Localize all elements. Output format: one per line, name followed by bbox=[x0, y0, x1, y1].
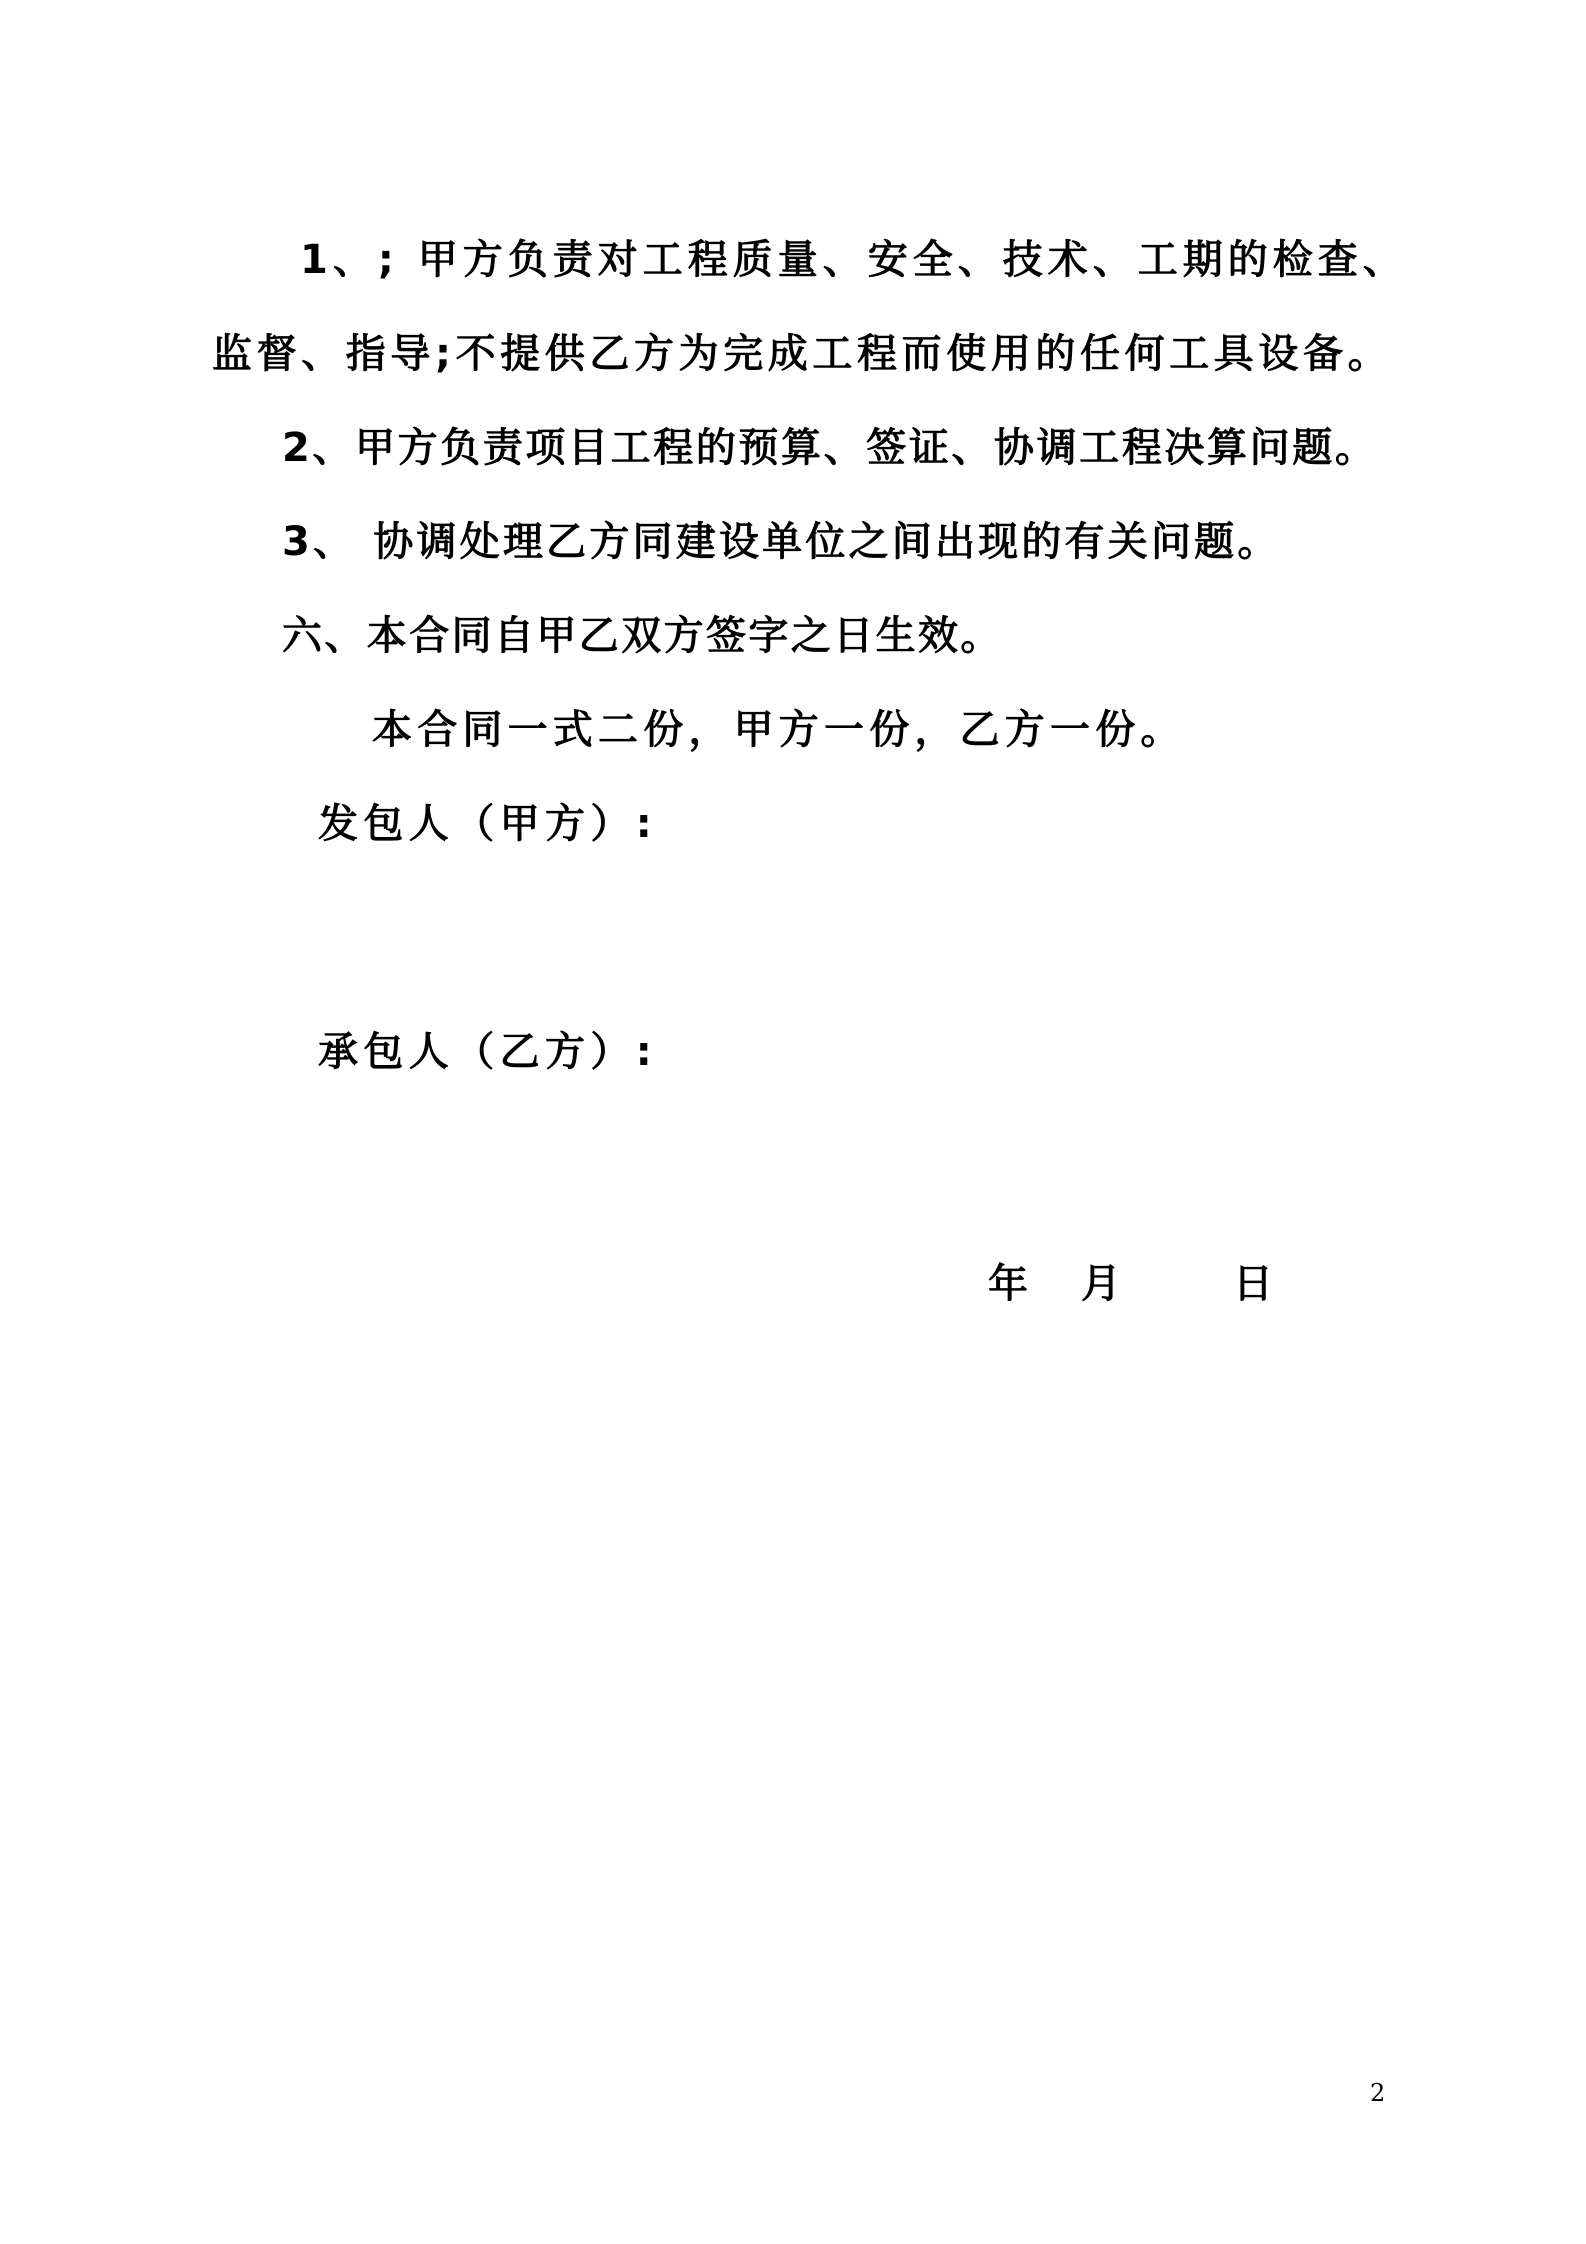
copies-statement: 本合同一式二份，甲方一份，乙方一份。 bbox=[372, 707, 1186, 753]
section-6-effective: 六、本合同自甲乙双方签字之日生效。 bbox=[282, 613, 1003, 659]
clause-1-line-1: 1、; 甲方负责对工程质量、安全、技术、工期的检查、 bbox=[300, 237, 1408, 283]
date-year-label: 年 bbox=[988, 1261, 1028, 1307]
page-number: 2 bbox=[1370, 2079, 1386, 2107]
clause-2: 2、甲方负责项目工程的预算、签证、协调工程决算问题。 bbox=[282, 425, 1378, 471]
party-a-signature-label: 发包人（甲方）: bbox=[318, 801, 658, 847]
clause-3: 3、 协调处理乙方同建设单位之间出现的有关问题。 bbox=[282, 519, 1281, 565]
clause-1-line-2: 监督、指导;不提供乙方为完成工程而使用的任何工具设备。 bbox=[212, 331, 1393, 377]
date-day-label: 日 bbox=[1233, 1261, 1273, 1307]
date-month-label: 月 bbox=[1081, 1261, 1121, 1307]
party-b-signature-label: 承包人（乙方）: bbox=[318, 1029, 658, 1075]
